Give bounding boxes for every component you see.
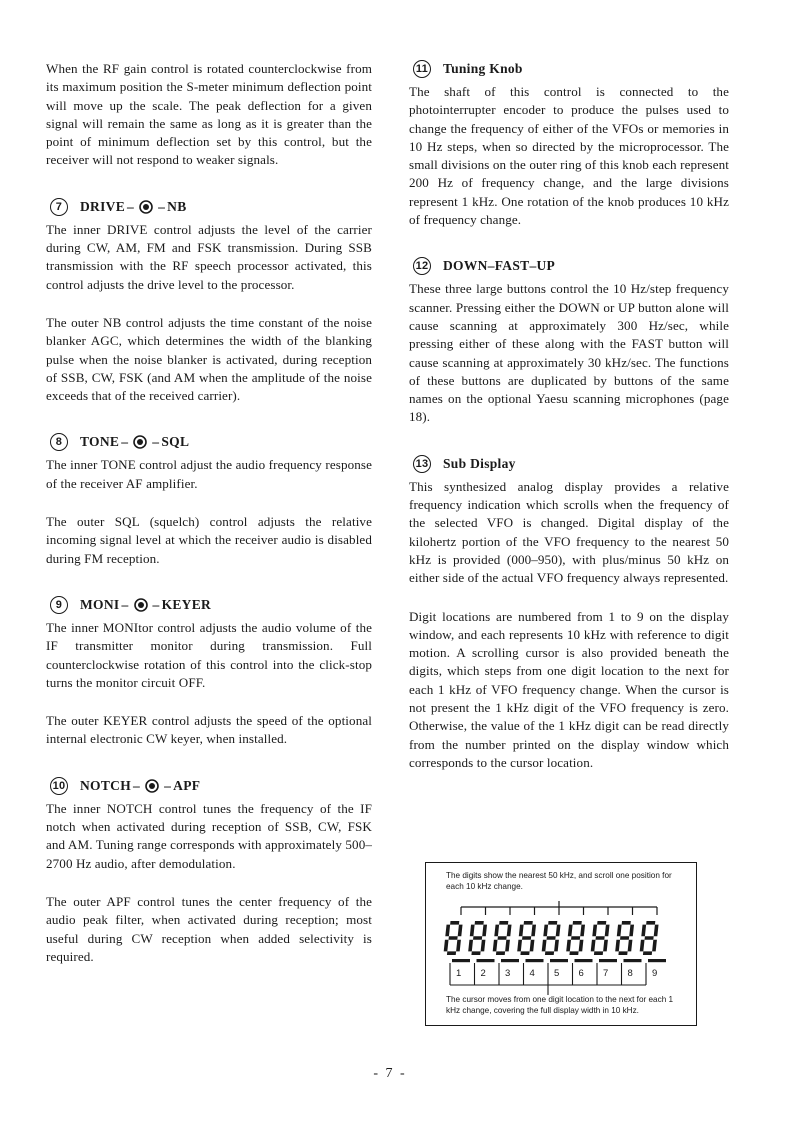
- digit-segment: [499, 921, 508, 925]
- section-12-number: 12: [413, 257, 431, 275]
- digit-segment: [494, 925, 499, 937]
- digit-segment: [645, 936, 654, 940]
- seven-segment-digit: [542, 921, 561, 955]
- sub-display-title: Sub Display: [443, 455, 516, 471]
- digit-segment: [573, 921, 582, 925]
- concentric-knob-icon: [137, 200, 155, 214]
- section-12-heading: [409, 257, 729, 275]
- seven-segment-digit: [493, 921, 512, 955]
- digit-segment: [496, 951, 505, 955]
- seven-segment-digit: [444, 921, 463, 955]
- seven-segment-digit: [591, 921, 610, 955]
- digit-segment: [456, 940, 461, 952]
- digit-segment: [628, 940, 633, 952]
- apf-title: APF: [173, 777, 201, 793]
- tone-title: TONE: [80, 434, 120, 450]
- cursor-segment: [477, 959, 495, 962]
- sub-display-paragraph-1: This synthesized analog display provides a relative frequency indication which scrolls when the frequency of the selected VFO is changed. Digital display of the kilohertz portion of the VFO frequency to the nearest 50 kHz is provided (000–950), with plus/minus 50 kHz on either side of the actual VFO frequency always represented.: [409, 478, 729, 586]
- digit-segment: [596, 936, 605, 940]
- digit-segment: [447, 951, 456, 955]
- tone-paragraph: The inner TONE control adjust the audio frequency response of the receiver AF amplifier.: [46, 457, 372, 491]
- seven-segment-digit: [615, 921, 634, 955]
- cursor-position-number: 2: [480, 968, 486, 979]
- digit-segment: [530, 940, 535, 952]
- cursor-segment: [624, 959, 642, 962]
- cursor-segment: [501, 959, 519, 962]
- digit-segment: [580, 925, 585, 937]
- tuning-knob-title: Tuning Knob: [443, 61, 523, 76]
- apf-paragraph: The outer APF control tunes the center frequency of the audio peak filter, when activated during reception; most useful during CW reception when added selectivity is required.: [46, 893, 372, 964]
- digit-segment: [646, 921, 655, 925]
- cursor-position-number: 7: [603, 968, 609, 979]
- digit-segment: [507, 925, 512, 937]
- nb-title: NB: [167, 198, 187, 214]
- right-column: [409, 60, 729, 772]
- digit-segment: [524, 921, 533, 925]
- digit-segment: [542, 940, 547, 952]
- digit-segment: [471, 951, 480, 955]
- sql-title: SQL: [161, 434, 190, 450]
- keyer-title: KEYER: [161, 596, 212, 612]
- digit-segment: [620, 936, 629, 940]
- sub-display-diagram: [425, 862, 697, 1026]
- nb-paragraph: The outer NB control adjusts the time constant of the noise blanker AGC, which determines the width of the blanking pulse when the noise blanker is activated, during reception of SSB, CW, FSK (and AM when the amplitude of the noise exceeds that of the received carrier).: [46, 314, 372, 404]
- digit-segment: [603, 940, 608, 952]
- digit-segment: [475, 921, 484, 925]
- digit-segment: [618, 951, 627, 955]
- digit-segment: [566, 940, 571, 952]
- cursor-segment: [648, 959, 666, 962]
- drive-title: DRIVE: [80, 198, 126, 214]
- digit-segment: [622, 921, 631, 925]
- cursor-position-number: 1: [456, 968, 462, 979]
- diagram-caption-bottom: The cursor moves from one digit location to the next for each 1 kHz change, covering the full display width in 10 kHz.: [446, 995, 674, 1015]
- section-11-number: 11: [413, 60, 431, 78]
- digit-segment: [592, 925, 597, 937]
- seven-segment-digit: [640, 921, 659, 955]
- cursor-segment: [575, 959, 593, 962]
- seven-segment-digit: [468, 921, 487, 955]
- digit-segment: [468, 940, 473, 952]
- cursor-position-number: 6: [578, 968, 584, 979]
- digit-segment: [652, 940, 657, 952]
- digit-segment: [520, 951, 529, 955]
- digit-segment: [591, 940, 596, 952]
- digit-segment: [519, 925, 524, 937]
- section-8-heading: 8 TONE – – SQL: [46, 433, 372, 451]
- keyer-paragraph: The outer KEYER control adjusts the speed of the optional internal electronic CW keyer, when installed.: [46, 713, 372, 747]
- digit-segment: [498, 936, 507, 940]
- section-13-heading: [409, 455, 729, 473]
- digit-segment: [654, 925, 659, 937]
- concentric-knob-icon: [131, 435, 149, 449]
- notch-paragraph: The inner NOTCH control tunes the frequency of the IF notch when activated during reception of SSB, CW, FSK and AM. Tuning range corresponds with approximately 500–2700 Hz audio, after demodulation.: [46, 800, 372, 871]
- digit-segment: [594, 951, 603, 955]
- digit-segment: [444, 940, 449, 952]
- section-7-number: 7: [50, 198, 68, 216]
- digit-segment: [517, 940, 522, 952]
- digit-segment: [579, 940, 584, 952]
- rf-gain-paragraph: When the RF gain control is rotated counterclockwise from its maximum position the S-meter minimum deflection point will move up the scale. The peak deflection for a given signal will remain the same as long as it is greater than the point of minimum deflection set by this control, but the receiver will not respond to weaker signals.: [46, 61, 372, 168]
- diagram-caption-top: The digits show the nearest 50 kHz, and scroll one position for each 10 kHz change.: [446, 871, 672, 891]
- digit-segment: [556, 925, 561, 937]
- section-8-number: 8: [50, 433, 68, 451]
- digit-segment: [617, 925, 622, 937]
- digit-segment: [615, 940, 620, 952]
- digit-segment: [643, 951, 652, 955]
- digit-segment: [481, 940, 486, 952]
- concentric-knob-icon: [143, 779, 161, 793]
- section-9-heading: 9 MONI – – KEYER: [46, 596, 372, 614]
- cursor-position-number: 4: [529, 968, 535, 979]
- digit-segment: [568, 925, 573, 937]
- seven-segment-digit: [517, 921, 536, 955]
- page-number: - 7 -: [373, 1066, 407, 1081]
- cursor-position-number: 8: [627, 968, 633, 979]
- digit-segment: [531, 925, 536, 937]
- cursor-segment: [526, 959, 544, 962]
- concentric-knob-icon: [132, 598, 150, 612]
- section-10-heading: 10 NOTCH – – APF: [46, 777, 372, 795]
- drive-paragraph: The inner DRIVE control adjusts the level of the carrier during CW, AM, FM and FSK transmission. During SSB transmission with the RF speech processor activated, this control adjusts the drive level to the processor.: [46, 221, 372, 292]
- digit-segment: [458, 925, 463, 937]
- digit-segment: [571, 936, 580, 940]
- cursor-position-number: 9: [652, 968, 658, 979]
- cursor-segment: [452, 959, 470, 962]
- digit-segment: [482, 925, 487, 937]
- section-7-heading: 7 DRIVE – – NB: [46, 198, 372, 216]
- cursor-position-number: 5: [554, 968, 560, 979]
- sub-display-paragraph-2: Digit locations are numbered from 1 to 9 on the display window, and each represents 10 kHz with reference to digit motion. A scrolling cursor is also provided beneath the digits, which steps from one digit location to the next for each 1 kHz of VFO frequency change. When the cursor is not present the 1 kHz digit of the VFO frequency is zero. Otherwise, the value of the 1 kHz digit can be read directly from the number printed on the display window which corresponds to the cursor location.: [409, 608, 729, 770]
- moni-paragraph: The inner MONItor control adjusts the audio volume of the IF transmitter monitor during transmission. Full counterclockwise rotation of this control into the click-stop turns the monitor circuit OFF.: [46, 619, 372, 690]
- digit-segment: [605, 925, 610, 937]
- digit-segment: [629, 925, 634, 937]
- left-column: [46, 60, 372, 966]
- digit-segment: [522, 936, 531, 940]
- digit-segment: [450, 921, 459, 925]
- tuning-knob-paragraph: The shaft of this control is connected to the photointerrupter encoder to produce the pulses used to change the frequency of either of the VFOs or memories in 10 Hz steps, when so directed by the microprocessor. The small divisions on the outer ring of this knob each represent 200 Hz of frequency change, and the large divisions represent 1 kHz. One rotation of the knob produces 10 kHz of frequency change.: [409, 84, 729, 228]
- digit-segment: [445, 925, 450, 937]
- digit-segment: [473, 936, 482, 940]
- down-fast-up-title: DOWN–FAST–UP: [443, 258, 556, 274]
- digit-segment: [569, 951, 578, 955]
- digit-segment: [554, 940, 559, 952]
- digit-segment: [470, 925, 475, 937]
- section-13-number: 13: [413, 455, 431, 473]
- seven-segment-digit: [566, 921, 585, 955]
- cursor-segment: [599, 959, 617, 962]
- cursor-position-number: 3: [505, 968, 511, 979]
- section-10-number: 10: [50, 777, 68, 795]
- digit-segment: [545, 951, 554, 955]
- sql-paragraph: The outer SQL (squelch) control adjusts the relative incoming signal level at which the receiver audio is disabled during FM reception.: [46, 514, 372, 566]
- section-11-heading: [409, 60, 729, 78]
- digit-segment: [493, 940, 498, 952]
- digit-segment: [641, 925, 646, 937]
- digit-segment: [597, 921, 606, 925]
- section-9-number: 9: [50, 596, 68, 614]
- moni-title: MONI: [80, 596, 120, 612]
- digit-segment: [640, 940, 645, 952]
- digit-segment: [548, 921, 557, 925]
- digit-segment: [449, 936, 458, 940]
- cursor-segment: [550, 959, 568, 962]
- digit-segment: [543, 925, 548, 937]
- digit-segment: [547, 936, 556, 940]
- digit-segment: [505, 940, 510, 952]
- notch-title: NOTCH: [80, 777, 132, 793]
- down-fast-up-paragraph: These three large buttons control the 10 Hz/step frequency scanner. Pressing either the DOWN or UP button alone will cause scanning at approximately 300 Hz/sec, while pressing either of these along with the FAST button will cause scanning at approximately 30 kHz/sec. The functions of these buttons are duplicated by buttons of the same names on the optional Yaesu scanning microphones (page 18).: [409, 281, 729, 425]
